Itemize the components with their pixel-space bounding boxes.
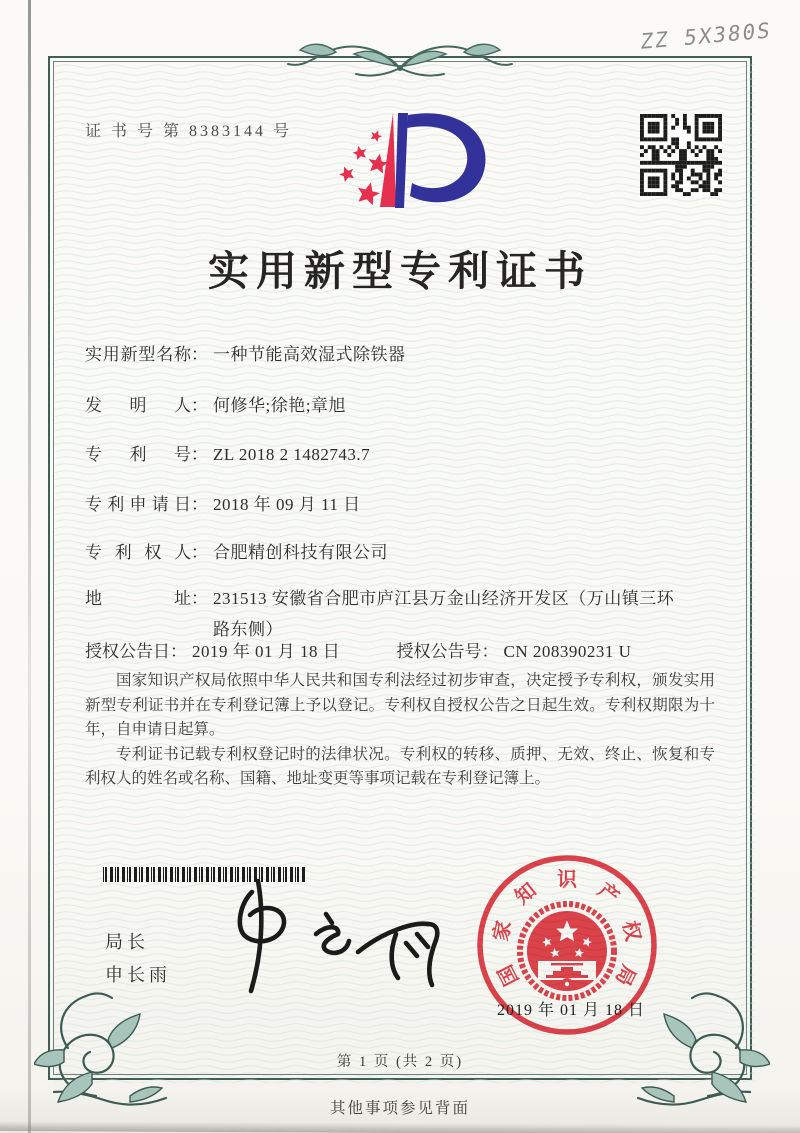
page-info: 第 1 页 (共 2 页) [336, 1054, 464, 1070]
legal-paragraph: 专利证书记载专利权登记时的法律状况。专利权的转移、质押、无效、终止、恢复和专利权人的姓名或名称、国籍、地址变更等事项记载在专利登记簿上。 [85, 745, 715, 787]
seal-char: 国 [494, 960, 524, 989]
certificate-number: 证 书 号 第 8383144 号 [85, 123, 293, 140]
field-value: 2019 年 01 月 18 日 [192, 642, 341, 661]
seal-char: 权 [617, 919, 644, 944]
legal-text [85, 669, 715, 792]
field-value: 231513 安徽省合肥市庐江县万金山经济开发区（万山镇三环路东侧） [213, 589, 675, 639]
field-row-patentee [85, 538, 388, 563]
paper-edge-shadow-left [28, 0, 31, 1133]
seal-char: 产 [593, 879, 623, 910]
grant-number-pair: 授权公告号： CN 208390231 U [396, 642, 632, 661]
field-label: 授权公告号 [396, 642, 482, 661]
top-center-flourish [284, 30, 516, 82]
legal-paragraph: 国家知识产权局依照中华人民共和国专利法经过初步审查，决定授予专利权，颁发实用新型专利证书并在专利登记簿上予以登记。专利权自授权公告之日起生效。专利权期限为十年，自申请日起算。 [85, 672, 715, 738]
certificate-title: 实用新型专利证书 [208, 248, 592, 294]
colon: ： [191, 345, 208, 364]
grant-date-pair: 授权公告日： 2019 年 01 月 18 日 [85, 642, 341, 661]
field-value: CN 208390231 U [503, 642, 632, 661]
seal-char: 知 [511, 879, 541, 910]
back-note: 其他事项参见背面 [329, 1100, 470, 1117]
seal-char: 家 [490, 919, 517, 944]
field-row-patent-number [85, 440, 370, 465]
field-row-inventors [85, 391, 346, 416]
field-label: 发明人 [85, 396, 191, 415]
colon: ： [191, 396, 208, 415]
paper-edge-shadow-bottom [0, 1121, 800, 1133]
cnipa-logo-icon [332, 106, 507, 234]
field-value: 何修华;徐艳;章旭 [213, 396, 346, 415]
qr-code [640, 114, 722, 196]
handwritten-note: ZZ 5X380S [639, 18, 773, 54]
director-signature [200, 872, 440, 1002]
field-label: 专利申请日 [85, 495, 191, 514]
corner-flourish-bottom-left [34, 988, 170, 1108]
colon: ： [191, 543, 208, 562]
seal-char: 识 [557, 869, 577, 891]
field-label: 专利权人 [85, 543, 191, 562]
director-name: 申长雨 [105, 965, 171, 985]
field-label: 地址 [85, 589, 191, 608]
field-row-grant [85, 637, 631, 662]
field-label: 实用新型名称 [85, 345, 191, 364]
seal-date: 2019 年 01 月 18 日 [496, 1002, 645, 1019]
colon: ： [191, 589, 208, 608]
field-label: 授权公告日 [85, 642, 170, 661]
field-value: 一种节能高效湿式除铁器 [213, 345, 406, 364]
colon: ： [191, 445, 208, 464]
field-value: 2018 年 09 月 11 日 [213, 495, 361, 514]
field-label: 专利号 [85, 445, 191, 464]
field-row-filing-date [85, 490, 361, 515]
seal-char: 局 [610, 960, 640, 989]
field-value: 合肥精创科技有限公司 [213, 543, 388, 562]
field-row-address [85, 584, 688, 645]
field-row-utility-model-name [85, 340, 406, 365]
director-title: 局长 [105, 932, 149, 952]
field-value: ZL 2018 2 1482743.7 [213, 445, 371, 464]
colon: ： [191, 495, 208, 514]
